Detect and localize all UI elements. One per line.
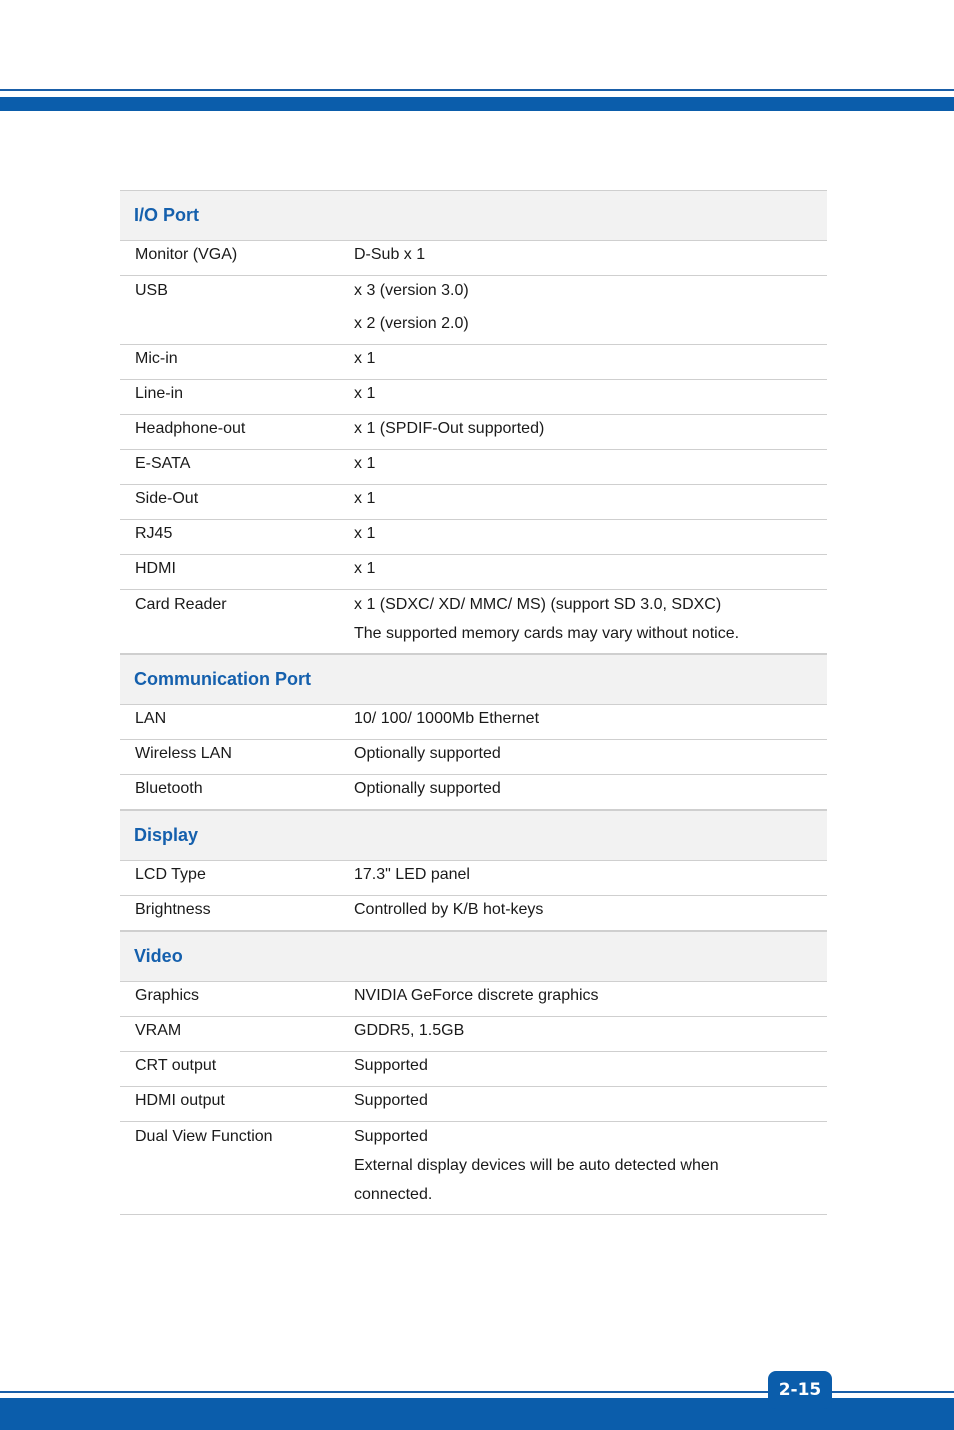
row-label: RJ45 [135,525,173,542]
row-value: Controlled by K/B hot-keys [354,901,544,918]
row-label: LAN [135,710,167,727]
row-label: Bluetooth [135,780,203,797]
row-value: x 1 [354,560,376,577]
value-line: The supported memory cards may vary without notice. [354,625,740,642]
table-row [120,520,827,555]
row-value: NVIDIA GeForce discrete graphics [354,987,599,1004]
section-header-communication-port: Communication Port [120,654,827,705]
value-line: x 1 (SDXC/ XD/ MMC/ MS) (support SD 3.0, SDXC) [354,596,722,613]
row-label: Headphone-out [135,420,246,437]
row-label: Graphics [135,987,200,1004]
table-row [120,1087,827,1122]
row-label: Monitor (VGA) [135,246,238,263]
section-header-display: Display [120,810,827,861]
row-value: 17.3" LED panel [354,866,470,883]
section-header-io-port: I/O Port [120,190,827,241]
page-number-badge: 2-15 [768,1371,832,1409]
top-rule-band [0,97,954,111]
row-label: Line-in [135,385,184,402]
table-row [120,982,827,1017]
table-row [120,276,827,345]
row-value: x 1 [354,350,376,367]
row-label: Side-Out [135,490,199,507]
row-value: Optionally supported [354,745,501,762]
section-header-video: Video [120,931,827,982]
table-row [120,861,827,896]
row-value: Optionally supported [354,780,501,797]
value-line: External display devices will be auto detected when [354,1157,719,1174]
row-value: x 1 [354,490,376,507]
table-row [120,485,827,520]
table-row [120,705,827,740]
table-row [120,450,827,485]
value-line: connected. [354,1186,433,1203]
table-row [120,590,827,654]
row-label: Wireless LAN [135,745,232,762]
table-row [120,380,827,415]
row-value [354,590,827,653]
row-label: E-SATA [135,455,191,472]
row-label: Card Reader [135,596,227,613]
top-rule-thin [0,89,954,91]
table-row [120,415,827,450]
row-label: Dual View Function [135,1128,273,1145]
table-row [120,555,827,590]
row-label: Brightness [135,901,211,918]
specification-table [120,190,827,1215]
table-row [120,1122,827,1215]
row-label: USB [135,282,168,299]
table-row [120,1052,827,1087]
row-value [354,276,827,344]
row-label: HDMI output [135,1092,225,1109]
row-label: VRAM [135,1022,182,1039]
row-value: D-Sub x 1 [354,246,426,263]
table-row [120,1017,827,1052]
row-value: x 1 [354,525,376,542]
row-value: 10/ 100/ 1000Mb Ethernet [354,710,540,727]
row-value: x 1 [354,455,376,472]
table-row [120,775,827,810]
row-label: LCD Type [135,866,206,883]
row-label: HDMI [135,560,176,577]
row-value: x 1 [354,385,376,402]
table-row [120,345,827,380]
table-row [120,740,827,775]
value-line: x 2 (version 2.0) [354,315,469,332]
row-value: GDDR5, 1.5GB [354,1022,465,1039]
table-row [120,896,827,931]
row-value [354,1122,827,1214]
row-label: CRT output [135,1057,217,1074]
value-line: x 3 (version 3.0) [354,282,469,299]
row-label: Mic-in [135,350,178,367]
row-value: Supported [354,1092,428,1109]
row-value: x 1 (SPDIF-Out supported) [354,420,545,437]
row-value: Supported [354,1057,428,1074]
table-row [120,241,827,276]
value-line: Supported [354,1128,428,1145]
